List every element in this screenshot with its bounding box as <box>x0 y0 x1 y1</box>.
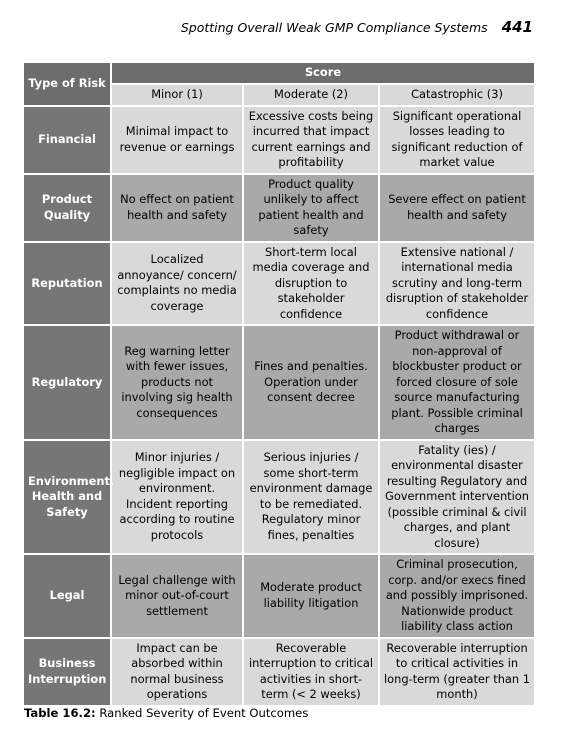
score-header: Score <box>111 62 535 84</box>
table-cell: Significant operational losses leading to significant reduction of market value <box>379 106 535 174</box>
row-label: Legal <box>23 554 111 638</box>
caption-label: Table 16.2: <box>24 706 96 720</box>
table-row-regulatory <box>23 325 535 440</box>
table-row-business-interruption <box>23 638 535 706</box>
table-row-environment-health-safety <box>23 440 535 555</box>
row-label: Reputation <box>23 242 111 326</box>
row-label: Regulatory <box>23 325 111 440</box>
table-row-reputation <box>23 242 535 326</box>
severity-table <box>22 61 536 707</box>
table-cell: Minimal impact to revenue or earnings <box>111 106 243 174</box>
level-minor-header: Minor (1) <box>111 84 243 106</box>
table-cell: Fatality (ies) / environmental disaster resulting Regulatory and Government intervention (possible criminal & civil charges, and plant closure) <box>379 440 535 555</box>
table-cell: Localized annoyance/ concern/ complaints no media coverage <box>111 242 243 326</box>
table-cell: Product withdrawal or non-approval of blockbuster product or forced closure of sole source manufacturing plant. Possible criminal charges <box>379 325 535 440</box>
table-cell: Impact can be absorbed within normal business operations <box>111 638 243 706</box>
level-moderate-header: Moderate (2) <box>243 84 379 106</box>
table-cell: Criminal prosecution, corp. and/or execs fined and possibly imprisoned. Nationwide product liability class action <box>379 554 535 638</box>
type-of-risk-header: Type of Risk <box>23 62 111 106</box>
table-cell: Recoverable interruption to critical activities in short-term (< 2 weeks) <box>243 638 379 706</box>
page-number: 441 <box>501 18 533 36</box>
table-row-legal <box>23 554 535 638</box>
table-cell: Excessive costs being incurred that impact current earnings and profitability <box>243 106 379 174</box>
row-label: Product Quality <box>23 174 111 242</box>
caption-text: Ranked Severity of Event Outcomes <box>99 706 309 720</box>
running-head <box>181 18 533 36</box>
table-cell: Severe effect on patient health and safety <box>379 174 535 242</box>
table-row-financial <box>23 106 535 174</box>
table-cell: Fines and penalties. Operation under consent decree <box>243 325 379 440</box>
table-cell: Minor injuries / negligible impact on environment. Incident reporting according to routine protocols <box>111 440 243 555</box>
table-cell: Short-term local media coverage and disruption to stakeholder confidence <box>243 242 379 326</box>
table-cell: Extensive national / international media scrutiny and long-term disruption of stakeholder confidence <box>379 242 535 326</box>
table-cell: Reg warning letter with fewer issues, products not involving sig health consequences <box>111 325 243 440</box>
table-row-product-quality <box>23 174 535 242</box>
running-title: Spotting Overall Weak GMP Compliance Systems <box>180 20 488 35</box>
table-caption <box>24 706 308 720</box>
table-cell: Moderate product liability litigation <box>243 554 379 638</box>
level-catastrophic-header: Catastrophic (3) <box>379 84 535 106</box>
table-cell: No effect on patient health and safety <box>111 174 243 242</box>
row-label: Environment, Health and Safety <box>23 440 111 555</box>
table-cell: Legal challenge with minor out-of-court settlement <box>111 554 243 638</box>
table-cell: Serious injuries / some short-term environment damage to be remediated. Regulatory minor fines, penalties <box>243 440 379 555</box>
row-label: Financial <box>23 106 111 174</box>
row-label: Business Interruption <box>23 638 111 706</box>
table-cell: Product quality unlikely to affect patient health and safety <box>243 174 379 242</box>
table-cell: Recoverable interruption to critical activities in long-term (greater than 1 month) <box>379 638 535 706</box>
